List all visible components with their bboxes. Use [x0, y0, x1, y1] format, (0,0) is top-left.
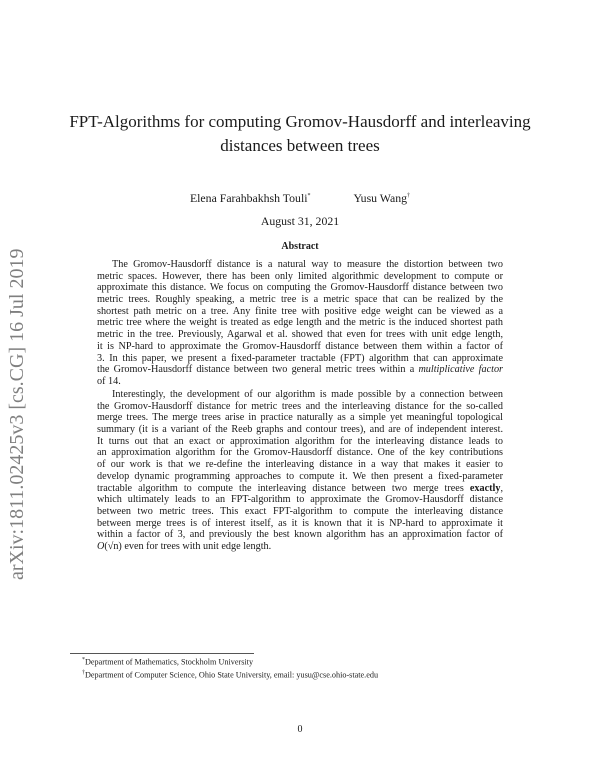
text-line: 3. In this paper, we present a fixed-parameter tractable (FPT) algorithm that can approximate	[97, 352, 503, 364]
footnote-text: Department of Computer Science, Ohio State University, email: yusu@cse.ohio-state.edu	[85, 670, 379, 680]
footnote-mark: *	[307, 193, 311, 200]
arxiv-stamp: arXiv:1811.02425v3 [cs.CG] 16 Jul 2019	[6, 248, 28, 580]
text-line	[97, 364, 503, 376]
text-line: an approximation algorithm for the Gromov-Hausdorff distance. One of the key contributions	[97, 447, 503, 459]
footnote-mark: †	[82, 670, 85, 676]
text-line: within a factor of 3, and previously the best known algorithm has an approximation factor of	[97, 529, 503, 541]
footnote	[82, 670, 378, 680]
math-text: O	[97, 540, 105, 552]
author-list	[0, 191, 600, 206]
footnote-text: Department of Mathematics, Stockholm University	[85, 657, 254, 667]
text-line: of our work is that we re-define the interleaving distance in a way that makes it easier to	[97, 459, 503, 471]
footnote-rule	[70, 653, 254, 654]
abstract-paragraph	[97, 389, 503, 553]
text-line: metric tree where the weight is treated as edge length and the metric is the induced shortest path	[97, 317, 503, 329]
paper-title	[0, 110, 600, 158]
abstract-paragraph	[97, 259, 503, 388]
title-line: distances between trees	[220, 136, 380, 155]
text-segment: (√n) even for trees with unit edge length.	[104, 540, 272, 552]
text-line: The Gromov-Hausdorff distance is a natural way to measure the distortion between two	[112, 259, 503, 270]
title-line: FPT-Algorithms for computing Gromov-Hausdorff and interleaving	[69, 112, 531, 131]
text-line: between merge trees is of interest itself, as it is known that it is NP-hard to approximate it	[97, 517, 503, 529]
bold-text: exactly	[469, 482, 501, 494]
text-line: develop dynamic programming approaches to compute it. We then present a fixed-parameter	[97, 470, 503, 482]
text-line: it is NP-hard to approximate the Gromov-Hausdorff distance between them within a factor of	[97, 340, 503, 352]
text-line: summary (it is a variant of the Reeb graphs and contour trees), and are of independent interest.	[97, 424, 503, 436]
emphasis-text: multiplicative factor	[418, 364, 504, 376]
footnote-mark: *	[82, 657, 85, 663]
author	[190, 191, 311, 205]
text-segment: ,	[500, 482, 503, 494]
text-line	[97, 483, 503, 495]
text-line	[97, 541, 503, 553]
text-segment: tractable algorithm to compute the interleaving distance between two merge trees	[97, 482, 470, 494]
text-line: metric in the tree. Previously, Agarwal et al. showed that even for trees with unit edge length,	[97, 329, 503, 341]
text-segment: the Gromov-Hausdorff distance between two general metric trees within a	[97, 364, 419, 376]
text-line: It turns out that an exact or approximation algorithm for the interleaving distance leads to	[97, 435, 503, 447]
author	[353, 191, 410, 205]
text-line: the Gromov-Hausdorff distance for metric trees and the interleaving distance for the so-called	[97, 400, 503, 412]
abstract-heading: Abstract	[281, 241, 319, 252]
text-line: between two metric trees. This exact FPT-algorithm to compute the interleaving distance	[97, 505, 503, 517]
text-line: which ultimately leads to an FPT-algorithm to approximate the Gromov-Hausdorff distance	[97, 494, 503, 506]
text-line: merge trees. The merge trees arise in practice naturally as a simple yet meaningful topological	[97, 412, 503, 424]
author-name: Elena Farahbakhsh Touli	[189, 191, 308, 205]
text-line: shortest path metric on a tree. Any finite tree with positive edge weight can be viewed as a	[97, 305, 503, 317]
page-number: 0	[297, 724, 303, 735]
text-line: metric spaces. However, there has been only limited algorithmic development to compute or	[97, 270, 503, 282]
footnote-mark: †	[407, 193, 411, 200]
date: August 31, 2021	[260, 214, 340, 228]
text-line: of 14.	[97, 375, 121, 387]
author-name: Yusu Wang	[353, 191, 408, 205]
text-line: Interestingly, the development of our algorithm is made possible by a connection between	[112, 389, 503, 400]
text-line: metric trees. Roughly speaking, a metric tree is a metric space that can be realized by the	[97, 294, 503, 306]
footnote	[82, 657, 253, 667]
text-line: approximate this distance. We focus on computing the Gromov-Hausdorff distance between two	[97, 282, 503, 294]
